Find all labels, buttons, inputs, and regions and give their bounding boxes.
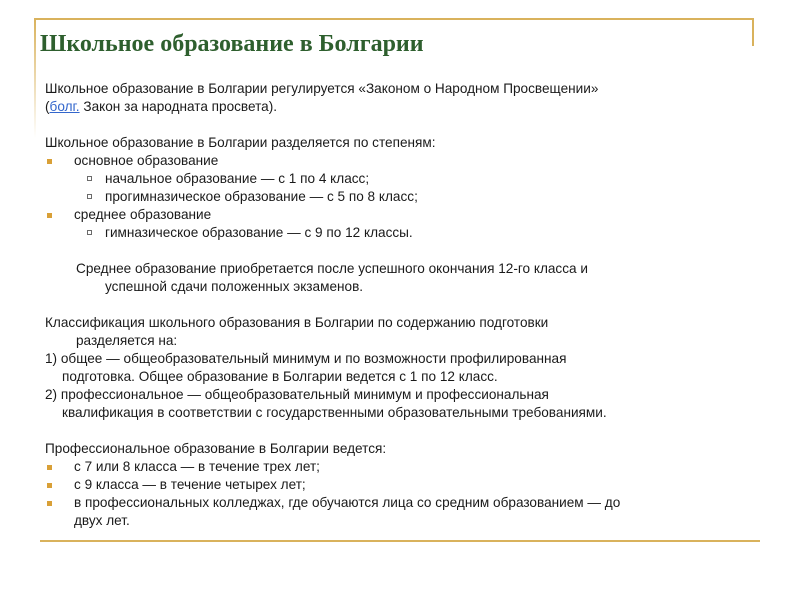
list-item: в профессиональных колледжах, где обучаются лица со средним образованием — до двух лет.	[45, 494, 745, 530]
square-bullet-icon	[47, 159, 52, 164]
list-item: основное образование	[45, 152, 745, 170]
square-bullet-icon	[47, 465, 52, 470]
list-subitem: гимназическое образование — с 9 по 12 классы.	[45, 224, 745, 242]
right-accent-line	[752, 18, 754, 46]
levels-heading: Школьное образование в Болгарии разделяется по степеням:	[45, 135, 436, 150]
hollow-square-bullet-icon	[87, 194, 92, 199]
slide-body	[45, 80, 745, 530]
list-item: с 7 или 8 класса — в течение трех лет;	[45, 458, 745, 476]
bottom-divider	[40, 540, 760, 542]
professional-heading: Профессиональное образование в Болгарии ведется:	[45, 441, 387, 456]
bulgarian-link[interactable]: болг.	[49, 99, 80, 114]
left-accent-line	[34, 18, 36, 138]
top-divider	[36, 18, 754, 20]
hollow-square-bullet-icon	[87, 176, 92, 181]
square-bullet-icon	[47, 501, 52, 506]
square-bullet-icon	[47, 483, 52, 488]
intro-line-1: Школьное образование в Болгарии регулируется «Законом о Народном Просвещении»	[45, 81, 599, 96]
page-title: Школьное образование в Болгарии	[40, 31, 424, 57]
classification-professional: 2) профессиональное — общеобразовательный минимум и профессиональная квалификация в соответствии с государственными образовательными требованиями.	[45, 387, 607, 420]
list-subitem: начальное образование — с 1 по 4 класс;	[45, 170, 745, 188]
list-item: среднее образование	[45, 206, 745, 224]
intro-line-2: (болг. Закон за народната просвета).	[45, 99, 278, 114]
list-item: с 9 класса — в течение четырех лет;	[45, 476, 745, 494]
classification-paragraph: Классификация школьного образования в Болгарии по содержанию подготовки разделяется на:	[45, 315, 549, 348]
classification-general: 1) общее — общеобразовательный минимум и по возможности профилированная подготовка. Общее образование в Болгарии ведется с 1 по 12 класс.	[45, 351, 567, 384]
hollow-square-bullet-icon	[87, 230, 92, 235]
secondary-note: Среднее образование приобретается после успешного окончания 12-го класса и успешной сдачи положенных экзаменов.	[76, 261, 588, 294]
square-bullet-icon	[47, 213, 52, 218]
list-subitem: прогимназическое образование — с 5 по 8 класс;	[45, 188, 745, 206]
